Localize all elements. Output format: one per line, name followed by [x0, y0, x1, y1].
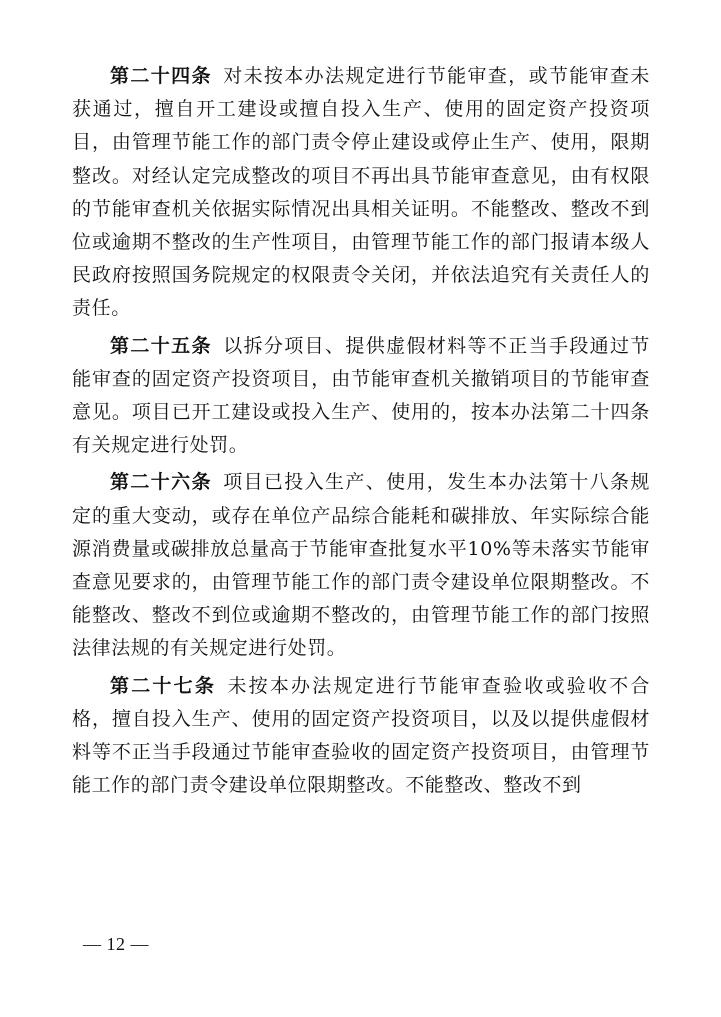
- document-page: [72, 60, 650, 806]
- article-24: [72, 60, 650, 326]
- article-title: 第二十七条: [110, 674, 217, 697]
- article-title: 第二十四条: [110, 65, 212, 87]
- article-title: 第二十五条: [110, 334, 212, 357]
- article-body: 对未按本办法规定进行节能审查，或节能审查未获通过，擅自开工建设或擅自投入生产、使用的固定资产投资项目，由管理节能工作的部门责令停止建设或停止生产、使用，限期整改。对经认定完成整改的项目不再出具节能审查意见，由有权限的节能审查机关依据实际情况出具相关证明。不能整改、整改不到位或逾期不整改的生产性项目，由管理节能工作的部门报请本级人民政府按照国务院规定的权限责令关闭，并依法追究有关责任人的责任。: [72, 65, 650, 320]
- article-26: [72, 466, 650, 665]
- article-25: [72, 330, 650, 463]
- page-number: — 12 —: [83, 934, 149, 954]
- article-body: 项目已投入生产、使用，发生本办法第十八条规定的重大变动，或存在单位产品综合能耗和碳排放、年实际综合能源消费量或碳排放总量高于节能审查批复水平10%等未落实节能审查意见要求的，由管理节能工作的部门责令建设单位限期整改。不能整改、整改不到位或逾期不整改的，由管理节能工作的部门按照法律法规的有关规定进行处罚。: [72, 471, 650, 660]
- article-title: 第二十六条: [110, 471, 212, 494]
- article-body: 未按本办法规定进行节能审查验收或验收不合格，擅自投入生产、使用的固定资产投资项目，以及以提供虚假材料等不正当手段通过节能审查验收的固定资产投资项目，由管理节能工作的部门责令建设单位限期整改。不能整改、整改不到: [72, 674, 650, 797]
- article-27: [72, 670, 650, 803]
- article-body: 以拆分项目、提供虚假材料等不正当手段通过节能审查的固定资产投资项目，由节能审查机关撤销项目的节能审查意见。项目已开工建设或投入生产、使用的，按本办法第二十四条有关规定进行处罚。: [72, 334, 650, 457]
